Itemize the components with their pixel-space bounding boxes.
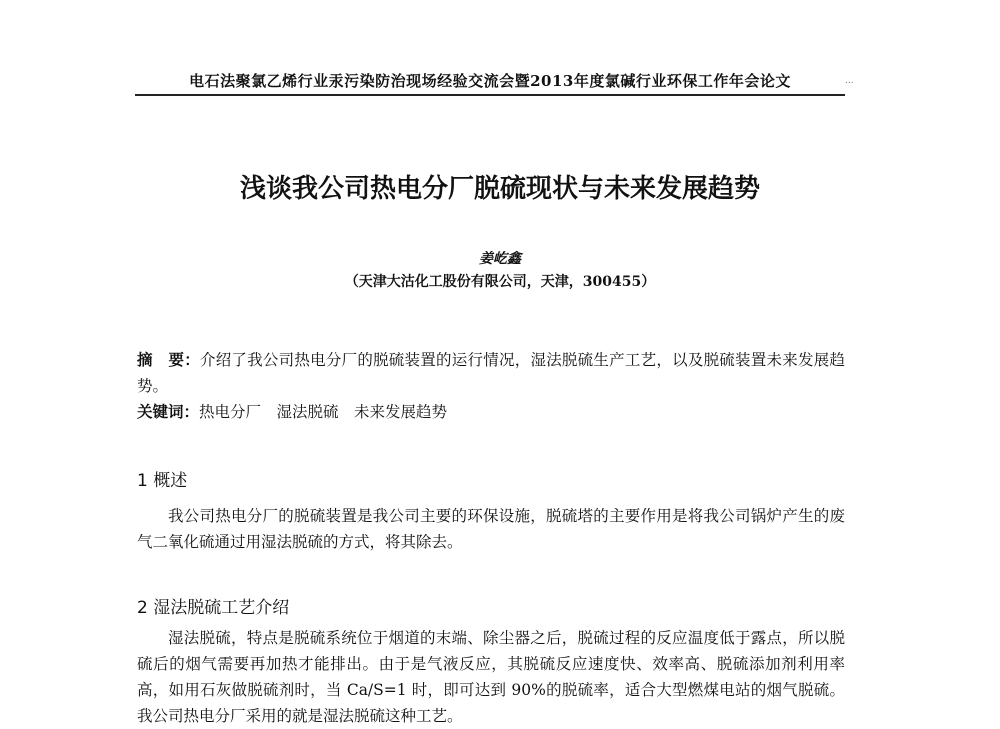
abstract-text: 介绍了我公司热电分厂的脱硫装置的运行情况，湿法脱硫生产工艺，以及脱硫装置未来发展趋势。 (137, 351, 845, 395)
section-body-2: 湿法脱硫，特点是脱硫系统位于烟道的末端、除尘器之后，脱硫过程的反应温度低于露点，所以脱硫后的烟气需要再加热才能排出。由于是气液反应，其脱硫反应速度快、效率高、脱硫添加剂利用率高，如用石灰做脱硫剂时，当 Ca/S=1 时，即可达到 90%的脱硫率，适合大型燃煤电站的烟气脱硫。我公司热电分厂采用的就是湿法脱硫这种工艺。 (137, 629, 845, 725)
affiliation: （天津大沽化工股份有限公司，天津，300455） (344, 274, 656, 290)
header-rule (135, 94, 845, 96)
keywords (137, 399, 845, 425)
running-header: 电石法聚氯乙烯行业汞污染防治现场经验交流会暨2013年度氯碱行业环保工作年会论文 (189, 72, 791, 90)
abstract-label: 摘 要： (137, 350, 200, 369)
header-mark: ... (845, 76, 854, 86)
paper-title: 浅谈我公司热电分厂脱硫现状与未来发展趋势 (239, 174, 760, 204)
section-heading-1: 1 概述 (137, 471, 188, 491)
section-body-1: 我公司热电分厂的脱硫装置是我公司主要的环保设施，脱硫塔的主要作用是将我公司锅炉产生的废气二氧化硫通过用湿法脱硫的方式，将其除去。 (137, 507, 845, 551)
keywords-label: 关键词： (137, 402, 200, 421)
section-heading-2: 2 湿法脱硫工艺介绍 (137, 598, 290, 618)
keywords-text: 热电分厂 湿法脱硫 未来发展趋势 (199, 403, 448, 421)
abstract (137, 347, 845, 399)
author: 姜屹鑫 (479, 251, 521, 267)
